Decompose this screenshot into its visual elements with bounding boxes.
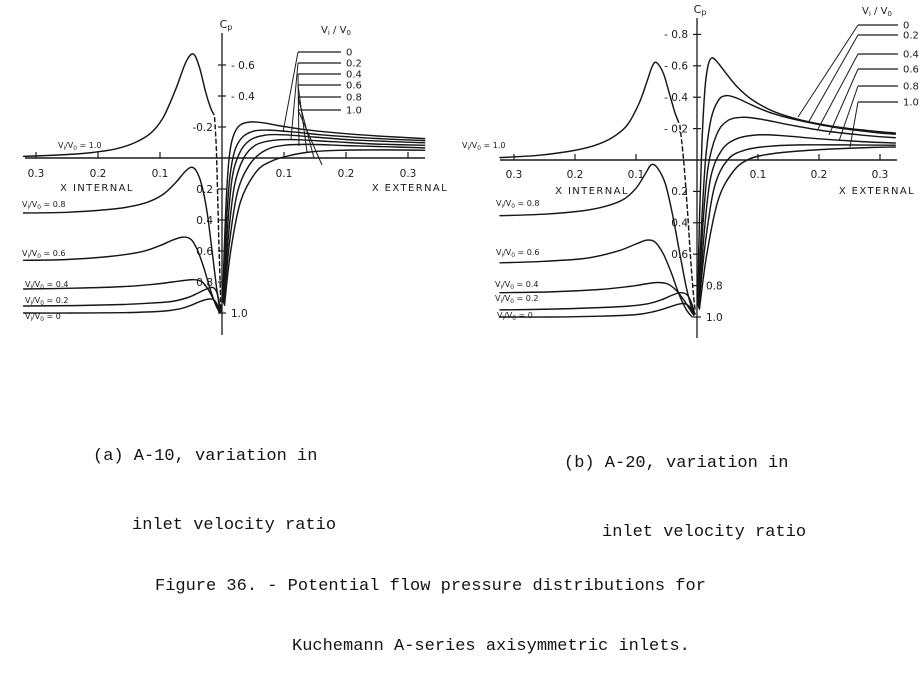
x-tick-label: 0.1	[627, 169, 645, 181]
legend-leader-line	[808, 35, 858, 123]
x-tick-label: 0.2	[337, 168, 355, 180]
curve-label: $V_i/V_0 = 0.2$	[495, 294, 539, 306]
curve-label: $V_i/V_0 = 0.8$	[496, 199, 540, 211]
legend-entry-label: 0.4	[903, 49, 919, 61]
y-tick-label: 0.2	[196, 183, 213, 196]
curve-vi-v0-0-2-external	[223, 130, 425, 301]
y-tick-label: - 0.6	[664, 60, 688, 73]
x-tick-label: 0.3	[505, 169, 523, 181]
y-tick-label: - 0.8	[664, 29, 688, 42]
curve-vi-v0-0-8-external	[224, 144, 425, 303]
y-tick-label: 0.2	[671, 186, 688, 199]
curve-label: $V_i/V_0 = 0.4$	[495, 280, 539, 292]
curve-label: $V_i/V_0 = 0.2$	[25, 296, 69, 308]
legend-entry-label: 0	[903, 20, 910, 32]
curve-vi-v0-1-0-external	[699, 147, 895, 309]
y-axis-title: $C_p$	[693, 3, 707, 18]
y-tick-label: - 0.6	[231, 59, 255, 72]
chart-a20	[462, 3, 919, 338]
legend-entry-label: 0.4	[346, 69, 362, 81]
chart-a10	[22, 18, 448, 335]
legend-title: $V_i / V_0$	[321, 25, 351, 38]
x-tick-label: 0.3	[399, 168, 417, 180]
figure-caption-line2: Kuchemann A-series axisymmetric inlets.	[292, 637, 690, 656]
legend-title: $V_i / V_0$	[862, 6, 892, 19]
subcaption-b-line1: (b) A-20, variation in	[564, 454, 789, 473]
curve-label: $V_i/V_0 = 0.4$	[25, 280, 69, 292]
y-tick-label: 0.8	[706, 280, 723, 293]
y-tick-label: - 0.4	[231, 90, 255, 103]
curve-vi-v0-1-0-external	[225, 150, 425, 305]
curve-label: $V_i/V_0 = 0$	[497, 311, 533, 323]
y-axis-title: $C_p$	[219, 18, 233, 33]
curve-label: $V_i/V_0 = 0$	[25, 312, 61, 324]
x-external-label: X EXTERNAL	[371, 183, 449, 194]
y-tick-label: 0.8	[196, 276, 213, 289]
x-tick-label: 0.3	[871, 169, 889, 181]
x-tick-label: 0.2	[89, 168, 107, 180]
y-tick-label: - 0.2	[664, 123, 688, 136]
curve-vi-v0-0-8-external	[699, 145, 896, 308]
y-tick-label: 0.6	[196, 245, 213, 258]
x-external-label: X EXTERNAL	[838, 186, 916, 197]
legend-entry-label: 0.6	[903, 64, 919, 76]
subcaption-a-line1: (a) A-10, variation in	[93, 447, 318, 466]
x-tick-label: 0.1	[151, 168, 169, 180]
legend-leader-line	[818, 54, 858, 129]
figure-caption-line1: Figure 36. - Potential flow pressure distributions for	[155, 577, 706, 596]
curve-vi-v0-1-0-internal	[24, 54, 214, 156]
curve-label: $V_i/V_0 = 0.8$	[22, 200, 66, 212]
legend-entry-label: 0.8	[903, 81, 919, 93]
curve-label: $V_i/V_0 = 0.6$	[22, 249, 66, 261]
x-tick-label: 0.2	[566, 169, 584, 181]
x-tick-label: 0.1	[275, 168, 293, 180]
curve-vi-v0-0-external	[223, 122, 425, 301]
curve-label: $V_i/V_0 = 1.0$	[58, 141, 102, 153]
legend-entry-label: 0.2	[903, 30, 919, 42]
x-internal-label: X INTERNAL	[555, 186, 629, 197]
legend-entry-label: 0.2	[346, 58, 362, 70]
curve-vi-v0-0-6-external	[224, 140, 425, 303]
legend-entry-label: 0	[346, 47, 353, 59]
x-tick-label: 0.3	[27, 168, 45, 180]
curve-label: $V_i/V_0 = 1.0$	[462, 141, 506, 153]
x-tick-label: 0.1	[749, 169, 767, 181]
y-tick-label: 0.4	[196, 214, 213, 227]
curve-label: $V_i/V_0 = 0.6$	[496, 248, 540, 260]
x-internal-label: X INTERNAL	[60, 183, 134, 194]
subcaption-a-line2: inlet velocity ratio	[132, 516, 337, 535]
y-tick-label: -0.2	[192, 121, 213, 134]
y-tick-label: 0.6	[671, 249, 688, 261]
subcaption-b-line2: inlet velocity ratio	[602, 523, 807, 542]
legend-a20	[798, 6, 919, 147]
legend-entry-label: 0.8	[346, 92, 362, 104]
curve-vi-v0-1-0-internal	[500, 62, 679, 157]
legend-entry-label: 0.6	[346, 80, 362, 92]
y-tick-label: - 0.4	[664, 92, 688, 104]
legend-entry-label: 1.0	[903, 97, 919, 109]
legend-entry-label: 1.0	[346, 105, 362, 117]
y-tick-label: 1.0	[706, 311, 723, 324]
y-tick-label: 1.0	[231, 307, 248, 320]
x-tick-label: 0.2	[810, 169, 828, 181]
y-tick-label: 0.4	[671, 217, 688, 230]
figure-caption	[155, 537, 706, 697]
